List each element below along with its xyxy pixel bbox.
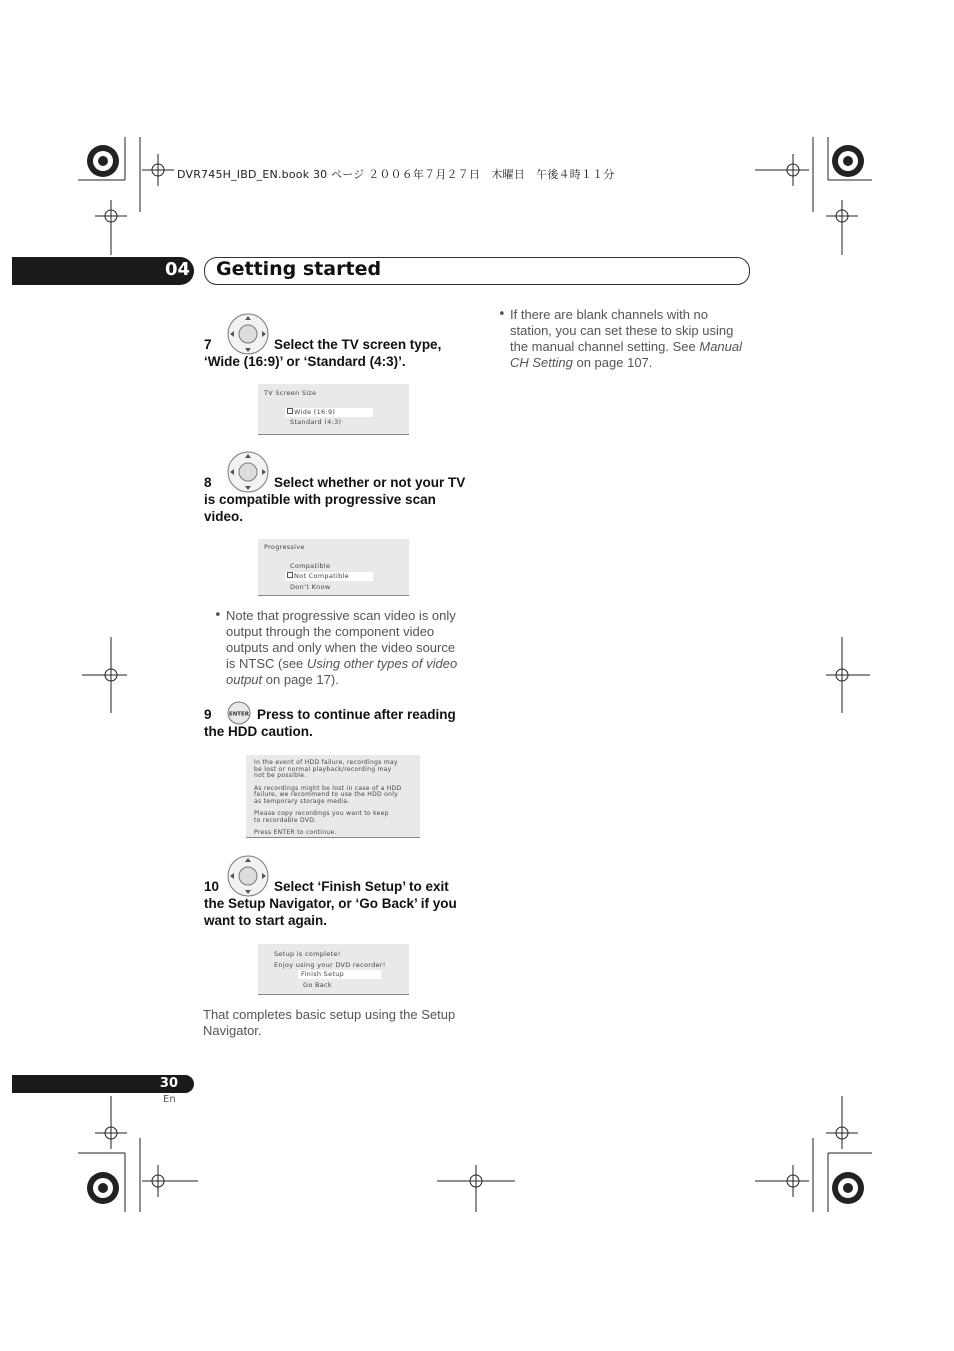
step-text: Select ‘Finish Setup’ to exit the Setup Navigator, or ‘Go Back’ if you want to start again. [204, 879, 457, 928]
option-not-compatible: Not Compatible [285, 572, 373, 581]
page-number: 30 [159, 1076, 178, 1091]
registration-wheel-icon [87, 145, 119, 177]
chapter-number: 04 [164, 259, 190, 280]
setup-complete-display [258, 944, 409, 995]
step-text: Select whether or not your TV is compatible with progressive scan video. [204, 475, 466, 524]
step-number: 7 [204, 337, 212, 352]
step-number: 8 [204, 475, 212, 490]
step-number: 10 [204, 879, 220, 894]
enjoy-message: Enjoy using your DVD recorder! [274, 961, 386, 969]
step-10 [204, 878, 466, 929]
option-finish-setup: Finish Setup [298, 970, 381, 979]
step-text: Press to continue after reading the HDD caution. [204, 707, 456, 739]
screen-title: TV Screen Size [264, 389, 317, 397]
registration-wheel-icon [832, 1172, 864, 1204]
step-8 [204, 474, 466, 525]
step-text: Select the TV screen type, ‘Wide (16:9)’ or ‘Standard (4:3)’. [204, 337, 442, 369]
progressive-display [258, 539, 409, 596]
caution-text: In the event of HDD failure, recordings may be lost or normal playback/recording may not be possible. As recordings might be lost in case of a HDD failure, we recommend to use the HDD only as temporary storage media. Please copy recordings you want to keep to recordable DVD. Press ENTER to continue. [254, 759, 402, 836]
closing-paragraph: That completes basic setup using the Setup Navigator. [203, 1007, 456, 1038]
option-wide: Wide (16:9) [285, 408, 373, 417]
bullet-icon: • [214, 608, 222, 623]
tv-screen-size-display [258, 384, 409, 435]
option-standard: Standard (4:3) [290, 418, 342, 426]
page-language: En [163, 1094, 176, 1105]
step-9 [204, 706, 466, 740]
registration-wheel-icon [832, 145, 864, 177]
step-number: 9 [204, 707, 212, 722]
note-blank-channels: If there are blank channels with no station, you can set these to skip using the manual channel setting. See Manual CH Setting on page 107. [510, 307, 742, 370]
chapter-title: Getting started [216, 258, 382, 280]
option-dont-know: Don’t Know [290, 583, 331, 591]
registration-wheel-icon [87, 1172, 119, 1204]
note-progressive: Note that progressive scan video is only output through the component video outputs and only when the video source is NTSC (see Using other types of video output on page 17). [226, 608, 458, 687]
bullet-icon: • [498, 307, 506, 322]
screen-title: Progressive [264, 543, 305, 551]
print-file-info: DVR745H_IBD_EN.book 30 ページ ２００６年７月２７日 木曜日 午後４時１１分 [177, 168, 615, 181]
option-compatible: Compatible [290, 562, 331, 570]
option-go-back: Go Back [303, 981, 332, 989]
complete-message: Setup is complete! [274, 950, 341, 958]
hdd-caution-display [246, 755, 420, 838]
svg-text:ENTER: ENTER [228, 711, 250, 718]
step-7 [204, 336, 464, 370]
